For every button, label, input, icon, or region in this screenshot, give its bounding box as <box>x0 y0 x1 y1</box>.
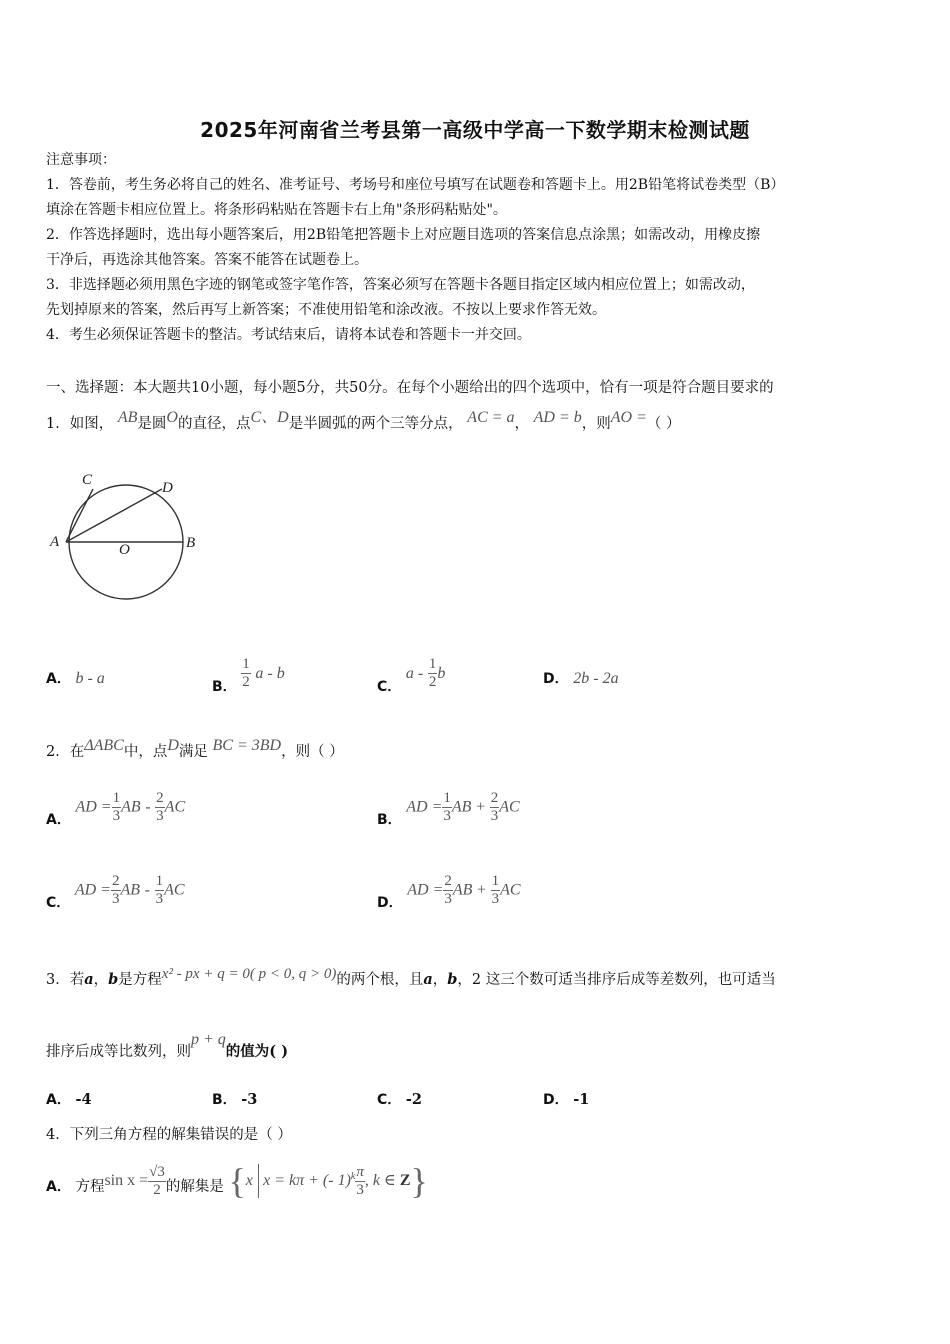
label-C: C <box>82 472 93 488</box>
notice-line: 3．非选择题必须用黑色字迹的钢笔或签字笔作答，答案必须写在答题卡各题目指定区域内相应位置上；如需改动， <box>46 277 755 293</box>
question-3: 3．若a，b是方程x² - px + q = 0( p < 0, q > 0)的两个根，且a，b，2 这三个数可适当排序后成等差数列，也可适当 <box>46 966 776 988</box>
section-heading: 一、选择题：本大题共10小题，每小题5分，共50分。在每个小题给出的四个选项中，恰有一项是符合题目要求的 <box>46 380 774 396</box>
q4-option-a[interactable]: A． 方程sin x = $\frac{√3}{2}$ 的解集是 {x x = kπ + (- 1)$^k$ $\frac{\pi}{3}$ , k ∈ Z} <box>46 1161 428 1201</box>
label-B: B <box>186 535 196 551</box>
notice-line: 干净后，再选涂其他答案。答案不能答在试题卷上。 <box>46 252 368 268</box>
notice-heading: 注意事项： <box>46 152 116 168</box>
q3-option-c[interactable]: C． -2 <box>377 1091 422 1108</box>
q2-option-b[interactable]: B． AD = $\frac{1}{3}$ AB + $\frac{2}{3}$ AC <box>377 790 520 828</box>
q2-option-a[interactable]: A． AD = $\frac{1}{3}$ AB - $\frac{2}{3}$ AC <box>46 790 186 828</box>
q1-option-c[interactable]: C． a - $\frac{1}{2}$ b <box>377 656 446 695</box>
notice-line: 4．考生必须保证答题卡的整洁。考试结束后，请将本试卷和答题卡一并交回。 <box>46 327 531 343</box>
notice-line: 先划掉原来的答案，然后再写上新答案；不准使用铅笔和涂改液。不按以上要求作答无效。 <box>46 302 606 318</box>
notice-line: 1．答卷前，考生务必将自己的姓名、准考证号、考场号和座位号填写在试题卷和答题卡上。用2B铅笔将试卷类型（B） <box>46 177 785 193</box>
q2-option-d[interactable]: D． AD = $\frac{2}{3}$ AB + $\frac{1}{3}$ AC <box>377 873 521 911</box>
chord-AD <box>66 489 162 542</box>
notice-line: 2．作答选择题时，选出每小题答案后，用2B铅笔把答题卡上对应题目选项的答案信息点涂黑；如需改动，用橡皮擦 <box>46 227 761 243</box>
q1-option-b[interactable]: B． $\frac{1}{2}$ a - b <box>212 656 285 695</box>
q1-option-a[interactable]: A． b - a <box>46 670 105 687</box>
notice-block <box>46 148 906 348</box>
label-D: D <box>162 480 173 496</box>
q3-option-a[interactable]: A． -4 <box>46 1091 92 1108</box>
q1-option-d[interactable]: D． 2b - 2a <box>543 670 619 687</box>
label-O: O <box>119 542 130 558</box>
question-3-line2: 排序后成等比数列，则p + q的值为( ) <box>46 1031 289 1060</box>
question-1: 1．如图， AB是圆O的直径，点C、D是半圆弧的两个三等分点， AC = a， AD = b，则AO =（ ） <box>46 409 681 432</box>
q3-option-b[interactable]: B． -3 <box>212 1091 258 1108</box>
q2-option-c[interactable]: C． AD = $\frac{2}{3}$ AB - $\frac{1}{3}$ AC <box>46 873 185 911</box>
circle-figure <box>44 464 214 604</box>
page-title: 2025年河南省兰考县第一高级中学高一下数学期末检测试题 <box>200 118 750 142</box>
notice-line: 填涂在答题卡相应位置上。将条形码粘贴在答题卡右上角"条形码粘贴处"。 <box>46 202 507 218</box>
question-4: 4．下列三角方程的解集错误的是（ ） <box>46 1127 292 1143</box>
question-2: 2．在ΔABC中，点D满足 BC = 3BD，则（ ） <box>46 737 344 760</box>
label-A: A <box>50 534 60 550</box>
q3-option-d[interactable]: D． -1 <box>543 1091 590 1108</box>
